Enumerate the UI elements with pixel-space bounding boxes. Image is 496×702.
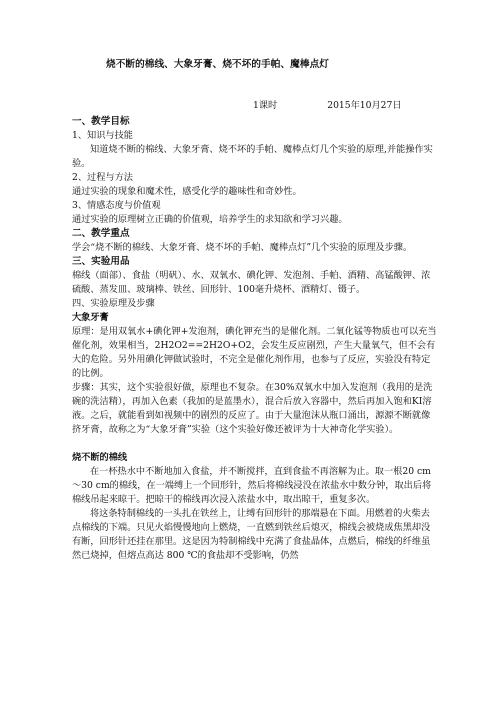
elephant-toothpaste-principle: 原理：是用双氧水+碘化钾+发泡剂，碘化钾充当的是催化剂。二氧化锰等物质也可以充当催化剂，效果相当，2H2O2==2H2O+O2，会发生反应剧烈，产生大量氧气，但不会有大的危险。另外用碘化钾做试验时，不完全是催化剂作用，也参与了反应，实验没有特定的比例。: [72, 326, 437, 379]
lesson-date: 2015年10月27日: [327, 100, 402, 111]
section-principles-heading: 四、实验原理及步骤: [72, 298, 155, 309]
objective-process-text: 通过实验的现象和魔术性，感受化学的趣味性和奇妙性。: [72, 186, 302, 197]
materials-text: 棉线（面部）、食盐（明矾）、水、双氧水、碘化钾、发泡剂、手帕、酒精、高锰酸钾、浓硫酸、蒸发皿、玻璃棒、铁丝、回形针、100毫升烧杯、酒精灯、镊子。: [72, 270, 431, 295]
spacer: [72, 437, 438, 451]
unburnable-thread-title: 烧不断的棉线: [72, 452, 128, 463]
section-materials-heading: 三、实验用品: [72, 256, 130, 267]
section-objectives-heading: 一、教学目标: [72, 116, 130, 127]
elephant-toothpaste-title: 大象牙膏: [72, 312, 109, 323]
lesson-meta: [72, 99, 438, 113]
objective-knowledge-text: 知道烧不断的棉线、大象牙膏、烧不坏的手帕、魔棒点灯几个实验的原理,并能操作实验。: [72, 144, 433, 169]
document-title: 烧不断的棉线、大象牙膏、烧不坏的手帕、魔棒点灯: [106, 59, 329, 70]
objective-attitude-heading: 3、情感态度与价值观: [72, 200, 161, 211]
objective-process-heading: 2、过程与方法: [72, 172, 133, 183]
unburnable-thread-para2: 将这条特制棉线的一头扎在铁丝上，让缚有回形针的那端悬在下面。用燃着的火柴去点棉线的下端。只见火焰慢慢地向上燃烧，一直燃到铁丝后熄灭，棉线会被烧成焦黑却没有断，回形针还挂在那里。这是因为特制棉线中充满了食盐晶体，点燃后，棉线的纤维虽然已烧掉，但熔点高达 800 ℃的食盐却不受影响，仍然: [72, 508, 431, 561]
lesson-count: 1课时: [253, 100, 278, 111]
unburnable-thread-para1: 在一杯热水中不断地加入食盐，并不断搅拌，直到食盐不再溶解为止。取一根20 cm～30 cm的棉线，在一端缚上一个回形针，然后将棉线浸没在浓盐水中数分钟，取出后将棉线吊起来晾干。把晾干的棉线再次浸入浓盐水中，取出晾干，重复多次。: [72, 466, 432, 505]
section-key-points-heading: 二、教学重点: [72, 228, 130, 239]
objective-knowledge-heading: 1、知识与技能: [72, 130, 133, 141]
key-points-text: 学会“烧不断的棉线、大象牙膏、烧不坏的手帕、魔棒点灯”几个实验的原理及步骤。: [72, 242, 413, 253]
objective-attitude-text: 通过实验的原理树立正确的价值观，培养学生的求知欲和学习兴趣。: [72, 214, 348, 225]
elephant-toothpaste-steps: 步骤：其实，这个实验很好做，原理也不复杂。在30%双氧水中加入发泡剂（我用的是洗碗的洗洁精），再加入色素（我加的是蓝墨水），混合后放入容器中，然后再加入饱和KI溶液。之后，就能看到如视频中的剧烈的反应了。由于大量泡沫从瓶口涌出，源源不断就像挤牙膏，故称之为“大象牙膏”实验（这个实验好像还被评为十大神奇化学实验）。: [72, 382, 433, 435]
